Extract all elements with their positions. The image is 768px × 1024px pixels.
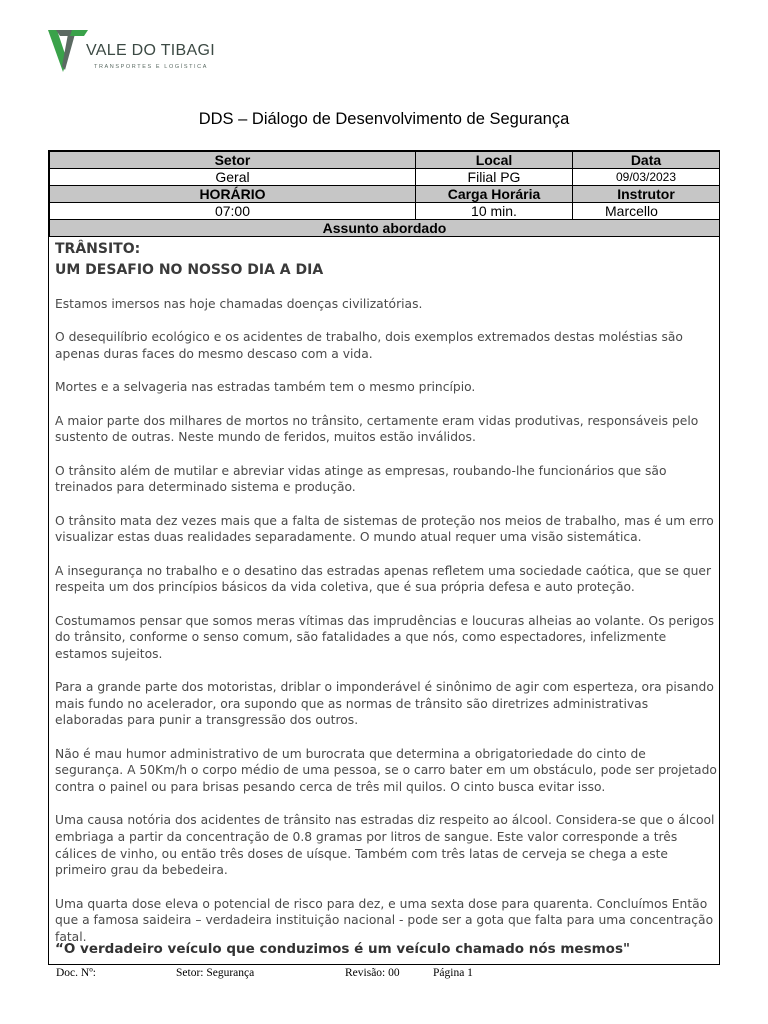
footer-pagina: Página 1 — [433, 967, 473, 979]
footer-doc-number: Doc. Nº: — [56, 967, 96, 979]
paragraph: A maior parte dos milhares de mortos no trânsito, certamente eram vidas produtivas, responsáveis pelo sustento de outras. Neste mundo de feridos, muitos estão inválidos. — [55, 413, 699, 445]
header-table — [49, 151, 720, 237]
paragraph: Estamos imersos nas hoje chamadas doenças civilizatórias. — [55, 297, 423, 311]
header-values-row-2 — [50, 203, 720, 220]
assunto-row — [50, 220, 720, 237]
subject-subtitle: UM DESAFIO NO NOSSO DIA A DIA — [55, 262, 324, 278]
assunto-label: Assunto abordado — [50, 220, 720, 237]
local-label: Local — [416, 152, 573, 169]
document-title: DDS – Diálogo de Desenvolvimento de Segurança — [198, 110, 570, 128]
paragraph: O desequilíbrio ecológico e os acidentes de trabalho, dois exemplos extremados destas moléstias são apenas duras faces do mesmo descaso com a vida. — [55, 330, 683, 361]
footer-revisao: Revisão: 00 — [345, 967, 400, 979]
paragraph: O trânsito além de mutilar e abreviar vidas atinge as empresas, roubando-lhe funcionários que são treinados para determinado sistema e produção. — [55, 463, 667, 495]
logo-name: VALE DO TIBAGI — [86, 42, 215, 59]
paragraph: A insegurança no trabalho e o desatino das estradas apenas refletem uma sociedade caótica, que se quer respeita um dos princípios básicos da vida coletiva, que é sua própria defesa e auto proteção. — [55, 563, 712, 595]
carga-horaria-value: 10 min. — [416, 203, 573, 220]
company-logo — [48, 28, 248, 76]
paragraph: Para a grande parte dos motoristas, driblar o imponderável é sinônimo de agir com esperteza, ora pisando mais fundo no acelerador, ora supondo que as normas de trânsito são diretrizes administrativas elaboradas para punir a transgressão dos outros. — [55, 680, 714, 728]
paragraph: Não é mau humor administrativo de um burocrata que determina a obrigatoriedade do cinto de segurança. A 50Km/h o corpo médio de uma pessoa, se o carro bater em um obstáculo, pode ser projetado contra o painel ou para brisas pesando cerca de três mil quilos. O cinto busca evitar isso. — [55, 746, 717, 795]
setor-label: Setor — [50, 152, 416, 169]
header-labels-row-1 — [50, 152, 720, 169]
paragraph: Mortes e a selvageria nas estradas também tem o mesmo princípio. — [55, 380, 476, 395]
instrutor-label: Instrutor — [573, 186, 720, 203]
subject-title: TRÂNSITO: — [55, 241, 141, 257]
instrutor-value: Marcello — [573, 203, 720, 220]
vt-logo-mark-icon — [48, 28, 88, 74]
local-value: Filial PG — [416, 169, 573, 186]
header-labels-row-2 — [50, 186, 720, 203]
header-values-row-1 — [50, 169, 720, 186]
paragraph: Uma causa notória dos acidentes de trânsito nas estradas diz respeito ao álcool. Considera-se que o álcool embriaga a partir da concentração de 0.8 gramas por litros de sangue. Este valor corresponde a três cálices de vinho, ou então três doses de uísque. Também com três latas de cerveja se chega a este primeiro grau da bebedeira. — [55, 813, 715, 878]
carga-horaria-label: Carga Horária — [416, 186, 573, 203]
paragraph: O trânsito mata dez vezes mais que a falta de sistemas de proteção nos meios de trabalho, mas é um erro visualizar estas duas realidades separadamente. O mundo atual requer uma visão sistemática. — [55, 513, 714, 545]
data-label: Data — [573, 152, 720, 169]
closing-quote: “O verdadeiro veículo que conduzimos é um veículo chamado nós mesmos" — [55, 941, 631, 957]
setor-value: Geral — [50, 169, 416, 186]
subject-paragraphs — [55, 296, 717, 945]
document-frame — [48, 150, 720, 965]
logo-tagline: TRANSPORTES E LOGÍSTICA — [94, 64, 209, 70]
page-footer — [0, 967, 768, 983]
horario-label: HORÁRIO — [50, 186, 416, 203]
data-value: 09/03/2023 — [573, 169, 720, 186]
paragraph: Uma quarta dose eleva o potencial de risco para dez, e uma sexta dose para quarenta. Concluímos Então que a famosa saideira – verdadeira instituição nacional - pode ser a gota que falta para uma concentração fatal. — [55, 896, 714, 944]
paragraph: Costumamos pensar que somos meras vítimas das imprudências e loucuras alheias ao volante. Os perigos do trânsito, conforme o senso comum, são fatalidades a que nós, como espectadores, infelizmente estamos sujeitos. — [55, 613, 715, 661]
footer-setor: Setor: Segurança — [176, 967, 255, 979]
horario-value: 07:00 — [50, 203, 416, 220]
subject-content — [55, 239, 717, 962]
